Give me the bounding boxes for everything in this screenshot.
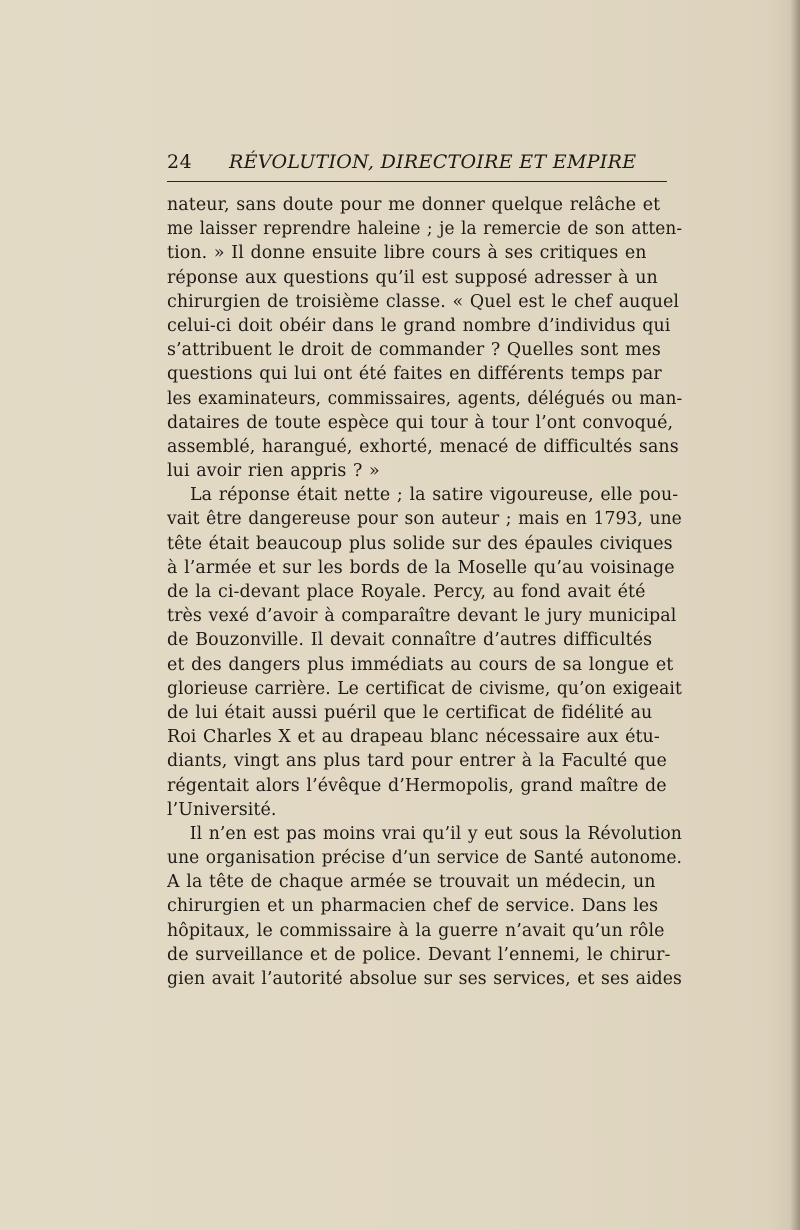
text-line: questions qui lui ont été faites en différents temps par [167, 364, 662, 385]
text-line: assemblé, harangué, exhorté, menacé de difficultés sans [167, 436, 679, 457]
text-line: une organisation précise d’un service de Santé autonome. [167, 848, 683, 869]
text-line: glorieuse carrière. Le certificat de civisme, qu’on exigeait [167, 678, 682, 699]
body-text [167, 193, 682, 991]
text-line: dataires de toute espèce qui tour à tour l’ont convoqué, [167, 412, 674, 433]
text-line: me laisser reprendre haleine ; je la remercie de son atten- [167, 219, 683, 240]
text-line: hôpitaux, le commissaire à la guerre n’avait qu’un rôle [167, 920, 665, 941]
running-title: RÉVOLUTION, DIRECTOIRE ET EMPIRE [229, 151, 637, 173]
text-line: chirurgien de troisième classe. « Quel est le chef auquel [167, 291, 680, 312]
page-edge-shadow [790, 0, 800, 1230]
page-header [167, 147, 667, 182]
text-line: celui-ci doit obéir dans le grand nombre d’individus qui [167, 315, 671, 336]
text-line: de la ci-devant place Royale. Percy, au fond avait été [167, 582, 646, 602]
text-line: lui avoir rien appris ? » [167, 461, 380, 482]
text-line: chirurgien et un pharmacien chef de service. Dans les [167, 896, 659, 917]
text-line: les examinateurs, commissaires, agents, délégués ou man- [167, 388, 683, 409]
text-line: Il n’en est pas moins vrai qu’il y eut sous la Révolution [189, 823, 682, 844]
text-line: tête était beaucoup plus solide sur des épaules civiques [167, 533, 673, 554]
text-line: très vexé d’avoir à comparaître devant le jury municipal [167, 606, 677, 627]
text-line: à l’armée et sur les bords de la Moselle qu’au voisinage [167, 557, 675, 578]
text-line: vait être dangereuse pour son auteur ; mais en 1793, une [167, 509, 682, 530]
text-line: régentait alors l’évêque d’Hermopolis, grand maître de [167, 775, 667, 796]
text-line: diants, vingt ans plus tard pour entrer à la Faculté que [167, 751, 667, 772]
text-line: de Bouzonville. Il devait connaître d’autres difficultés [167, 630, 653, 651]
text-line: nateur, sans doute pour me donner quelque relâche et [167, 195, 661, 215]
text-line: et des dangers plus immédiats au cours de sa longue et [167, 654, 674, 675]
text-line: La réponse était nette ; la satire vigoureuse, elle pou- [190, 485, 679, 506]
text-line: gien avait l’autorité absolue sur ses services, et ses aides [167, 969, 682, 989]
page-number: 24 [167, 151, 193, 173]
text-line: s’attribuent le droit de commander ? Quelles sont mes [167, 340, 661, 361]
text-line: l’Université. [167, 799, 277, 820]
text-line: de lui était aussi puéril que le certificat de fidélité au [167, 702, 653, 723]
text-line: tion. » Il donne ensuite libre cours à ses critiques en [167, 243, 647, 264]
text-line: Roi Charles X et au drapeau blanc nécessaire aux étu- [167, 727, 660, 748]
text-line: de surveillance et de police. Devant l’ennemi, le chirur- [167, 944, 671, 965]
text-line: réponse aux questions qu’il est supposé adresser à un [167, 267, 658, 288]
text-line: A la tête de chaque armée se trouvait un médecin, un [167, 872, 656, 893]
